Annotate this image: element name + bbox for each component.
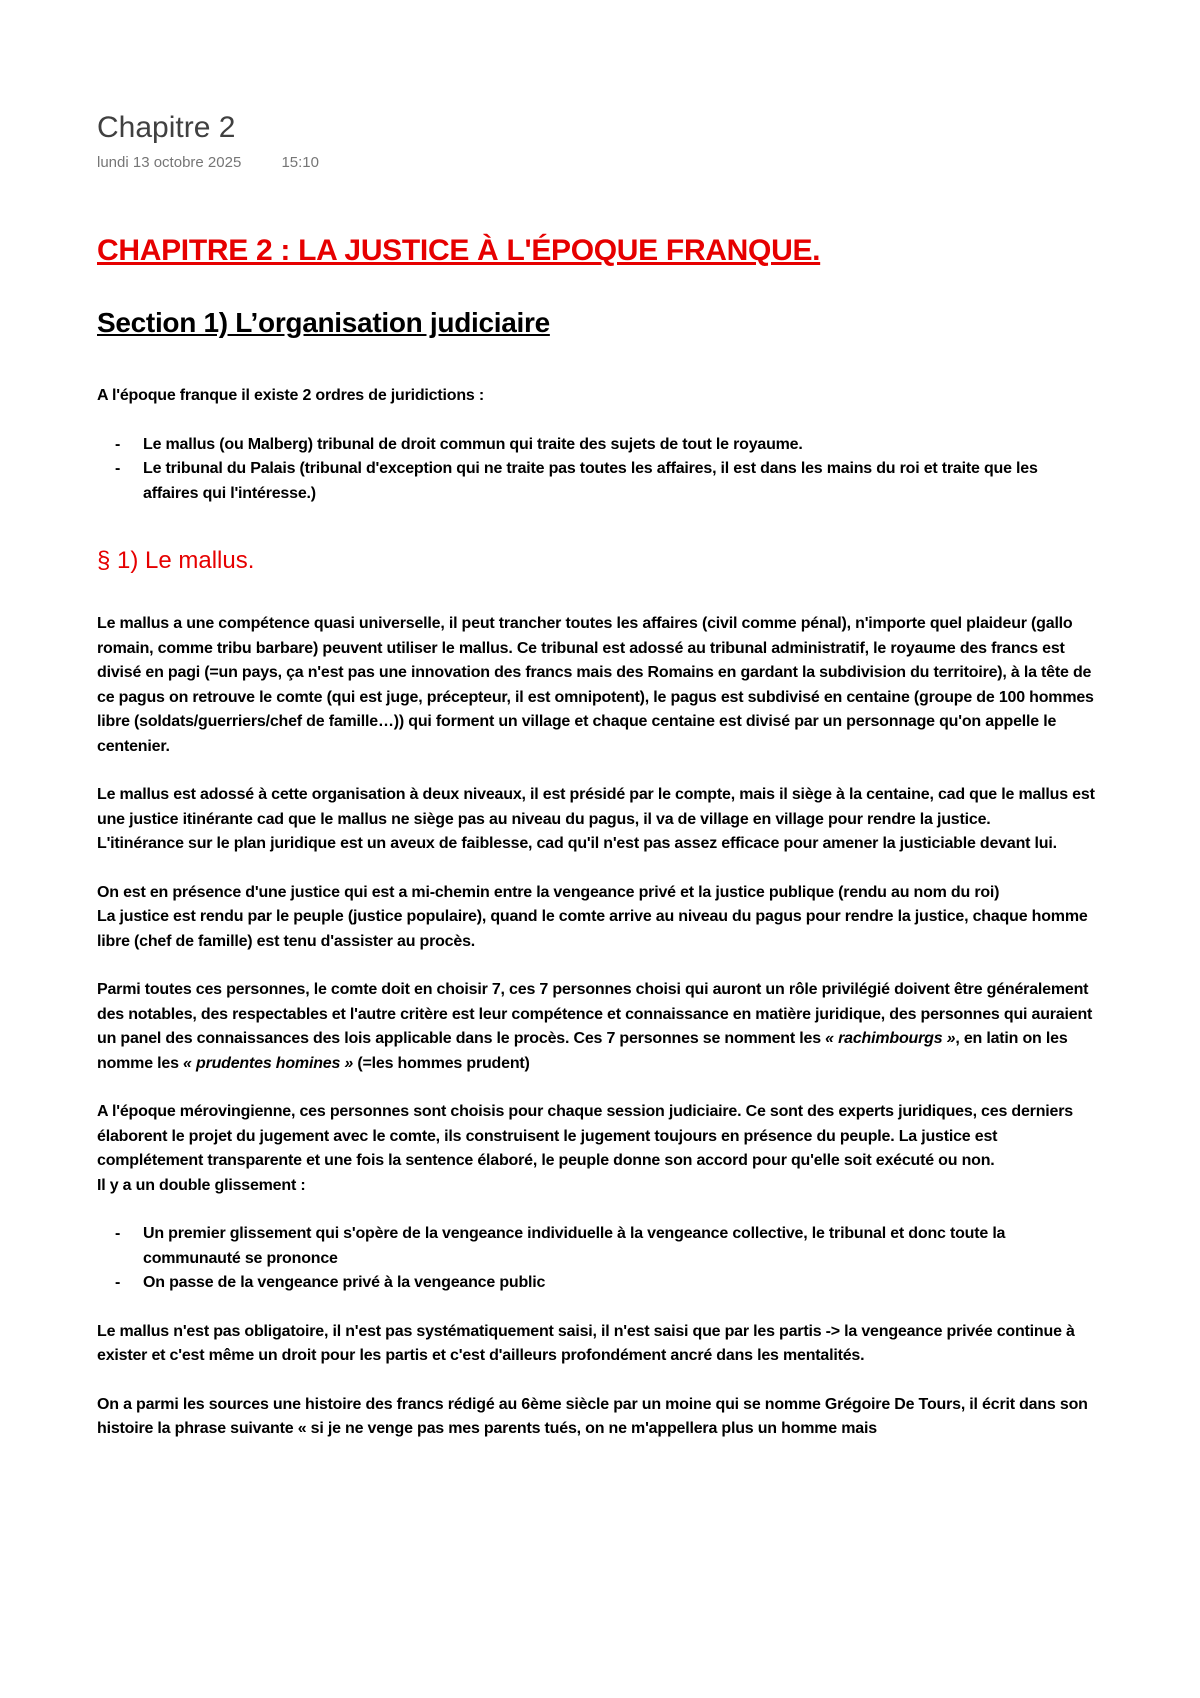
- list-dash: -: [115, 435, 121, 453]
- term-prudentes-homines: « prudentes homines »: [183, 1054, 354, 1072]
- list-dash: -: [115, 460, 121, 477]
- list-item-text: Le mallus (ou Malberg) tribunal de droit commun qui traite des sujets de tout le royaume.: [143, 435, 803, 453]
- paragraph-4[interactable]: On est en présence d'une justice qui est a mi-chemin entre la vengeance privé et la justice publique (rendu au nom du roi): [97, 883, 1000, 901]
- note-date: lundi 13 octobre 2025: [97, 154, 242, 171]
- section-heading[interactable]: Section 1) L’organisation judiciaire: [97, 307, 550, 338]
- paragraph-2[interactable]: Le mallus est adossé à cette organisation à deux niveaux, il est présidé par le compte, mais il siège à la centaine, cad que le mallus est une justice itinérante cad que le mallus ne siège pas au niveau du pagus, il va de village en village pour rendre la justice.: [97, 786, 1095, 828]
- paragraph-6-text-c: (=les hommes prudent): [353, 1054, 530, 1072]
- intro-paragraph[interactable]: A l'époque franque il existe 2 ordres de juridictions :: [97, 387, 484, 404]
- paragraph-3[interactable]: L'itinérance sur le plan juridique est un aveux de faiblesse, cad qu'il n'est pas assez efficace pour amener la justiciable devant lui.: [97, 835, 1057, 852]
- list-item[interactable]: [97, 433, 1097, 458]
- paragraph-6[interactable]: [97, 978, 1097, 1076]
- list-item-text: Un premier glissement qui s'opère de la vengeance individuelle à la vengeance collective, le tribunal et donc toute la communauté se prononce: [143, 1225, 1006, 1267]
- paragraph-6-text-a: Parmi toutes ces personnes, le comte doit en choisir 7, ces 7 personnes choisi qui auront un rôle privilégié doivent être généralement des notables, des respectables et l'autre critère est leur compétence et connaissance en matière juridique, des personnes qui auraient un panel des connaissances des lois applicable dans le procès. Ces 7 personnes se nomment les: [97, 981, 1093, 1047]
- paragraph-6-text-b: , en latin on les nomme les: [97, 1030, 1068, 1072]
- paragraph-5[interactable]: La justice est rendu par le peuple (justice populaire), quand le comte arrive au niveau du pagus pour rendre la justice, chaque homme libre (chef de famille) est tenu d'assister au procès.: [97, 908, 1088, 950]
- note-time: 15:10: [281, 154, 319, 171]
- list-dash: -: [115, 1225, 121, 1242]
- note-title[interactable]: Chapitre 2: [97, 111, 236, 144]
- list-item[interactable]: [97, 457, 1097, 506]
- list-item-text: Le tribunal du Palais (tribunal d'exception qui ne traite pas toutes les affaires, il est dans les mains du roi et traite que les affaires qui l'intéresse.): [143, 460, 1038, 502]
- list-dash: -: [115, 1274, 121, 1291]
- term-rachimbourgs: « rachimbourgs »: [825, 1030, 956, 1047]
- note-meta: [97, 154, 1097, 172]
- glissement-list: [97, 1222, 1097, 1296]
- chapter-heading[interactable]: CHAPITRE 2 : LA JUSTICE À L'ÉPOQUE FRANQUE.: [97, 234, 821, 267]
- list-item[interactable]: [97, 1271, 1097, 1296]
- list-item-text: On passe de la vengeance privé à la vengeance public: [143, 1274, 546, 1291]
- juridictions-list: [97, 433, 1097, 507]
- paragraph-8[interactable]: Il y a un double glissement :: [97, 1176, 306, 1194]
- paragraph-10[interactable]: On a parmi les sources une histoire des francs rédigé au 6ème siècle par un moine qui se nomme Grégoire De Tours, il écrit dans son histoire la phrase suivante « si je ne venge pas mes parents tués, on ne m'appellera plus un homme mais: [97, 1395, 1088, 1437]
- list-item[interactable]: [97, 1222, 1097, 1271]
- paragraph-7[interactable]: A l'époque mérovingienne, ces personnes sont choisis pour chaque session judiciaire. Ce sont des experts juridiques, ces derniers élaborent le projet du jugement avec le comte, ils construisent le jugement toujours en présence du peuple. La justice est complétement transparente et une fois la sentence élaboré, le peuple donne son accord pour qu'elle soit exécuté ou non.: [97, 1103, 1073, 1169]
- paragraph-1[interactable]: Le mallus a une compétence quasi universelle, il peut trancher toutes les affaires (civil comme pénal), n'importe quel plaideur (gallo romain, comme tribu barbare) peuvent utiliser le mallus. Ce tribunal est adossé au tribunal administratif, le royaume des francs est divisé en pagi (=un pays, ça n'est pas une innovation des francs mais des Romains en gardant la subdivision du territoire), à la tête de ce pagus on retrouve le comte (qui est juge, précepteur, il est omnipotent), le pagus est subdivisé en centaine (groupe de 100 hommes libre (soldats/guerriers/chef de famille…)) qui forment un village et chaque centaine est divisé par un personnage qu'on appelle le centenier.: [97, 615, 1094, 755]
- subheading-mallus[interactable]: § 1) Le mallus.: [97, 547, 255, 574]
- paragraph-9[interactable]: Le mallus n'est pas obligatoire, il n'est pas systématiquement saisi, il n'est saisi que par les partis -> la vengeance privée continue à exister et c'est même un droit pour les partis et c'est d'ailleurs profondément ancré dans les mentalités.: [97, 1322, 1075, 1364]
- note-page: [97, 110, 1097, 1442]
